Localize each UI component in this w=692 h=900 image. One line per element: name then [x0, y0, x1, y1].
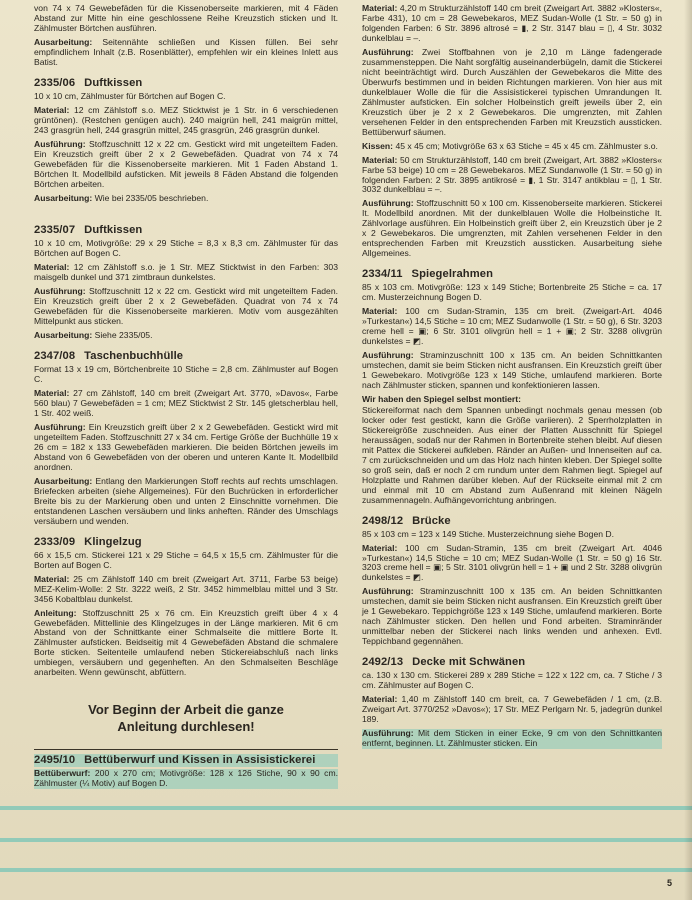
material-paragraph: Material: 4,20 m Strukturzählstoff 140 cm breit (Zweigart Art. 3882 »Klosters«, Farbe 431), 10 cm = 28 Gewebekaros, MEZ Sudan-Wolle (1 Str. = 50 g) in folgenden Farben: 6 Str. 3896 altrosé = ▮, 2 Str. 3147 blau = ▯, 4 Str. 3032 dunkelblau = –.: [362, 3, 663, 43]
section-desc: 66 x 15,5 cm. Stickerei 121 x 29 Stiche = 64,5 x 15,5 cm. Zählmuster für die Borten auf Bogen C.: [34, 549, 338, 570]
section-heading-2347-08: 2347/08 Taschenbuchhülle: [34, 350, 184, 363]
material-paragraph: Material: 100 cm Sudan-Stramin, 135 cm breit (Zweigart Art. 4046 »Turkestan«) 14,5 Stiche = 10 cm; MEZ Sudan-Wolle (1 Str. = 50 g) 16 Str. 3203 creme hell = ▣; 5 Str. 3101 olivgrün hell = 1 + ▣ und 2 Str. 3288 olivgrün dunkelstes = ◩.: [362, 542, 662, 583]
section-desc: Format 13 x 19 cm, Börtchenbreite 10 Stiche = 2,8 cm. Zählmuster auf Bogen C.: [34, 364, 338, 385]
section-desc: 10 x 10 cm, Motivgröße: 29 x 29 Stiche = 8,3 x 8,3 cm. Zählmuster für das Börtchen auf Bogen C.: [34, 238, 338, 259]
intro-paragraph: von 74 x 74 Gewebefäden für die Kissenoberseite markieren, mit 4 Fäden Abstand zur Mitte hin eine geschlossene Reihe Kreuzstich sticken und It. Zählmuster Börtchen ausführen.: [34, 3, 338, 33]
section-desc: 85 x 103 cm = 123 x 149 Stiche. Musterzeichnung siehe Bogen D.: [362, 528, 614, 539]
section-desc: 85 x 103 cm. Motivgröße: 123 x 149 Stiche; Bortenbreite 25 Stiche = ca. 17 cm. Musterzeichnung Bogen D.: [362, 282, 662, 303]
ausfuehrung-paragraph: Ausführung: Straminzuschnitt 100 x 135 cm. An beiden Schnittkanten umstechen, damit sie beim Sticken nicht ausfransen. Ein Kreuzstich greift über je 1 Gewebekaro. Teppichgröße 123 x 149 Stiche, umlaufend markieren. Borte nach Zählmuster sticken. Den hellen und Fond arbeiten. Straminränder unmittelbar neben der Stickerei nach links wenden und anhexen. Evtl. Teppichband gegennähen.: [362, 586, 662, 647]
section-heading-2335-07: 2335/07 Duftkissen: [34, 224, 143, 237]
material-paragraph: Material: 27 cm Zählstoff, 140 cm breit (Zweigart Art. 3770, »Davos«, Farbe 560 blau) 7 Gewebefäden = 1 cm; MEZ Sticktwist 2 Str. 145 gletscherblau hell, 1 Str. 402 weiß.: [34, 388, 339, 419]
intro-ausarbeitung: Ausarbeitung: Seitennähte schließen und Kissen füllen. Bei sehr empfindlichem Inhalt (z.B. Rosenblätter), empfehlen wir ein kleines Inlett aus Batist.: [34, 36, 339, 67]
divider: [34, 749, 338, 750]
section-heading-2492-13: 2492/13 Decke mit Schwänen: [362, 656, 526, 669]
ausarbeitung-paragraph: Ausarbeitung: Wie bei 2335/05 beschrieben.: [34, 192, 209, 203]
section-heading-2334-11: 2334/11 Spiegelrahmen: [362, 268, 494, 281]
ausfuehrung-paragraph: Ausführung: Mit dem Sticken in einer Ecke, 9 cm von den Schnittkanten entfernt, beginnen. Lt. Zählmuster sticken. Ein: [362, 728, 662, 749]
read-instructions-callout: [34, 702, 338, 735]
ausfuehrung-paragraph: Ausführung: Ein Kreuzstich greift über 2 x 2 Gewebefäden. Gestickt wird mit ungeteiltem Faden. Stoffzuschnitt 27 x 34 cm. Fertige Größe der Buchhülle 19 x 26 cm = 182 x 133 Gewebefäden markieren. Die beiden Börtchen jeweils im Abstand von 6 Gewebefäden von der oberen und unteren Kante It. Modellbild anordnen.: [34, 422, 338, 472]
ausarbeitung-paragraph: Ausarbeitung: Entlang den Markierungen Stoff rechts auf rechts umschlagen. Briefecken arbeiten (siehe Allgemeines). Für den Buchrücken in erforderlicher Breite bis zu der Markierung oben und unten 2 Einschnitte vornehmen. Die entstandenen Laschen versäubern und links anheften. Ränder des Umschlags versäubern und wenden.: [34, 475, 338, 526]
material-paragraph: Material: 1,40 m Zählstoff 140 cm breit, ca. 7 Gewebefäden / 1 cm, (z.B. Zweigart Art. 3770/252 »Davos«); 17 Str. MEZ Perlgarn Nr. 5, jadegrün dunkel 189.: [362, 694, 662, 725]
callout-line-1: Vor Beginn der Arbeit die ganze: [88, 702, 284, 718]
material-paragraph: Material: 50 cm Strukturzählstoff, 140 cm breit (Zweigart, Art. 3882 »Klosters« Farbe 53 beige) 10 cm = 28 Gewebekaros. MEZ Sundanwolle (1 Str. = 50 g) in folgenden Farben: 2 Str. 3895 antikrosé = ▮, 1 Str. 3147 antikblau = ▯, 1 Str. 3032 dunkelblau = –.: [362, 154, 663, 195]
material-paragraph: Material: 12 cm Zählstoff s.o. je 1 Str. MEZ Sticktwist in den Farben: 303 maisgelb dunkel und 371 zimtbraun dunkelstes.: [34, 262, 338, 283]
highlight-band-mid: [0, 838, 692, 842]
right-column: [362, 4, 662, 753]
material-paragraph: Material: 100 cm Sudan-Stramin, 135 cm breit. (Zweigart-Art. 4046 »Turkestan«) 14,5 Stiche = 10 cm; MEZ Sudanwolle (1 Str. = 50 g), 6 Str. 3203 creme hell = ▣; 6 Str. 3101 olivgrün hell = 1 + ▣; 2 Str. 3288 olivgrün dunkelstes = ◩.: [362, 306, 662, 347]
montage-heading: Wir haben den Spiegel selbst montiert:: [362, 393, 521, 404]
section-desc: Bettüberwurf: 200 x 270 cm; Motivgröße: 128 x 126 Stiche, 90 x 90 cm. Zählmuster (¼ Motiv) auf Bogen D.: [34, 767, 339, 788]
anleitung-paragraph: Anleitung: Stoffzuschnitt 25 x 76 cm. Ein Kreuzstich greift über 4 x 4 Gewebefäden. Mittellinie des Klingelzuges in der Länge markieren. Mit 6 cm Abstand von der Schnittkante einer Schmalseite die mittlere Borte It. Zählmuster aufsticken. Beidseitig mit 4 Gewebefäden Abstand die schmalere Borte sticken. Seitenteile umlaufend neben Stickereiabschluß nach links umbiegen, versäubern und gegenheften. An den Schmalseiten Beschläge anarbeiten. Wenn gewünscht, abfüttern.: [34, 607, 338, 678]
section-desc: ca. 130 x 130 cm. Stickerei 289 x 289 Stiche = 122 x 122 cm, ca. 7 Stiche / 3 cm. Zählmuster auf Bogen C.: [362, 670, 662, 691]
page-number: 5: [666, 878, 672, 888]
page-edge-shadow: [684, 0, 692, 900]
ausfuehrung-paragraph: Ausführung: Straminzuschnitt 100 x 135 cm. An beiden Schnittkanten umstechen, damit sie beim Sticken nicht ausfransen. Ein Kreuzstich greift über 1 Gewebekaro. Motivgröße 123 x 149 Stiche, umlaufend markieren. Borte nach Zählmuster sticken, spannen und konfektionieren lassen.: [362, 350, 662, 390]
ausfuehrung-paragraph: Ausführung: Stoffzuschnitt 12 x 22 cm. Gestickt wird mit ungeteiltem Faden. Ein Kreuzstich greift über 2 x 2 Gewebefäden. Quadrat von 74 x 74 Gewebefäden für die Kissenoberseite markieren. Motiv vom ausgezählten Mittelpunkt aus sticken.: [34, 286, 338, 327]
highlight-band-bottom: [0, 868, 692, 872]
ausfuehrung-paragraph: Ausführung: Stoffzuschnitt 50 x 100 cm. Kissenoberseite markieren. Stickerei It. Modellbild anordnen. Mit der dunkelblauen Wolle die Holbeinstiche It. Zählvorlage ausführen. Ein Holbeinstich greift über 2, ein Kreuzstich über je 2 x 2 Gewebekaros. Die umgrenzten, mit Zahlen versehenen Felder in den entsprechenden Farben mit Kreuzstich aussticken. Ausarbeitung siehe Allgemeines.: [362, 198, 662, 259]
left-column: [34, 4, 338, 793]
callout-line-2: Anleitung durchlesen!: [117, 718, 255, 734]
section-desc: 10 x 10 cm, Zählmuster für Börtchen auf Bogen C.: [34, 90, 226, 101]
montage-paragraph: Stickereiformat nach dem Spannen unbedingt nochmals genau messen (ob locker oder fest gestickt, kann die Größe variieren). 2 Sperrholzplatten in Stickereigröße zuschneiden. Aus einer der Platten Ausschnitt für Spiegel heraussägen, sodaß nur der Rahmen in Bortenbreite stehen bleibt. Auf diesen mit Pattex die Stickerei aufkleben. Ränder an Außen- und Innenseiten auf ca. 7 cm zurückschneiden und um das Holz nach hinten kleben. Der Spiegel sollte so groß sein, daß er noch 2 cm rundum unter dem Rahmen liegt. Spiegel auf Holzplatte und Rahmen darüber kleben. Auf der Rückseite einmal mit 2 cm und einmal mit 10 cm Abstand zum Außenrand mit kleinen Nägeln zusammennageln. Aufhängevorrichtung anbringen.: [362, 404, 662, 505]
section-heading-2495-10: 2495/10 Bettüberwurf und Kissen in Assisistickerei: [34, 754, 338, 767]
section-heading-2498-12: 2498/12 Brücke: [362, 514, 451, 527]
section-heading-2335-06: 2335/06 Duftkissen: [34, 76, 143, 89]
highlight-band-top: [0, 806, 692, 810]
ausfuehrung-paragraph: Ausführung: Stoffzuschnitt 12 x 22 cm. Gestickt wird mit ungeteiltem Faden. Ein Kreuzstich greift über 2 x 2 Gewebefäden. Quadrat von 74 x 74 Gewebefäden für die Kissenoberseite markieren. Mit 1 Faden Abstand 1. Börtchen It. Modellbild aufsticken. Mit jeweils 8 Fäden Abstand die folgenden Börtchen arbeiten.: [34, 138, 338, 189]
material-paragraph: Material: 12 cm Zählstoff s.o. MEZ Sticktwist je 1 Str. in 6 verschiedenen grüntönen). (Restchen genügen auch). 240 maigrün hell, 241 maigrün mittel, 243 grasgrün hell, 244 grasgrün mittel, 245 grasgrün, 246 grasgrün dunkel.: [34, 104, 338, 135]
ausfuehrung-paragraph: Ausführung: Zwei Stoffbahnen von je 2,10 m Länge fadengerade zusammensteppen. Die Naht sorgfältig auseinanderbügeln, damit die Stickerei nicht beeinträchtigt wird. Durch Auszählen der Gewebekaros die Mitte des Überwurfs bestimmen und in beiden Richtungen markieren. Von hier aus mit dunkelblauer Wolle die für die Assisistickerei typischen Umrandungen It. Zählmuster aufsticken. Ein solcher Holbeinstich greift jeweils über 2, ein Kreuzstich über je 2 x 2 Gewebekaros. Die umgrenzten, mit Zahlen versehenen Felder in den entsprechenden Farben mit Kreuzstich aussticken. Bettüberwurf säumen.: [362, 46, 662, 137]
kissen-paragraph: Kissen: 45 x 45 cm; Motivgröße 63 x 63 Stiche = 45 x 45 cm. Zählmuster s.o.: [362, 140, 658, 151]
section-heading-2333-09: 2333/09 Klingelzug: [34, 535, 142, 548]
ausarbeitung-paragraph: Ausarbeitung: Siehe 2335/05.: [34, 330, 153, 341]
material-paragraph: Material: 25 cm Zählstoff 140 cm breit (Zweigart Art. 3711, Farbe 53 beige) MEZ-Kelim-Wolle: 2 Str. 3222 weiß, 2 Str. 3452 himmelblau mittel und 3 Str. 3456 Kobaltblau dunkelst.: [34, 573, 338, 604]
